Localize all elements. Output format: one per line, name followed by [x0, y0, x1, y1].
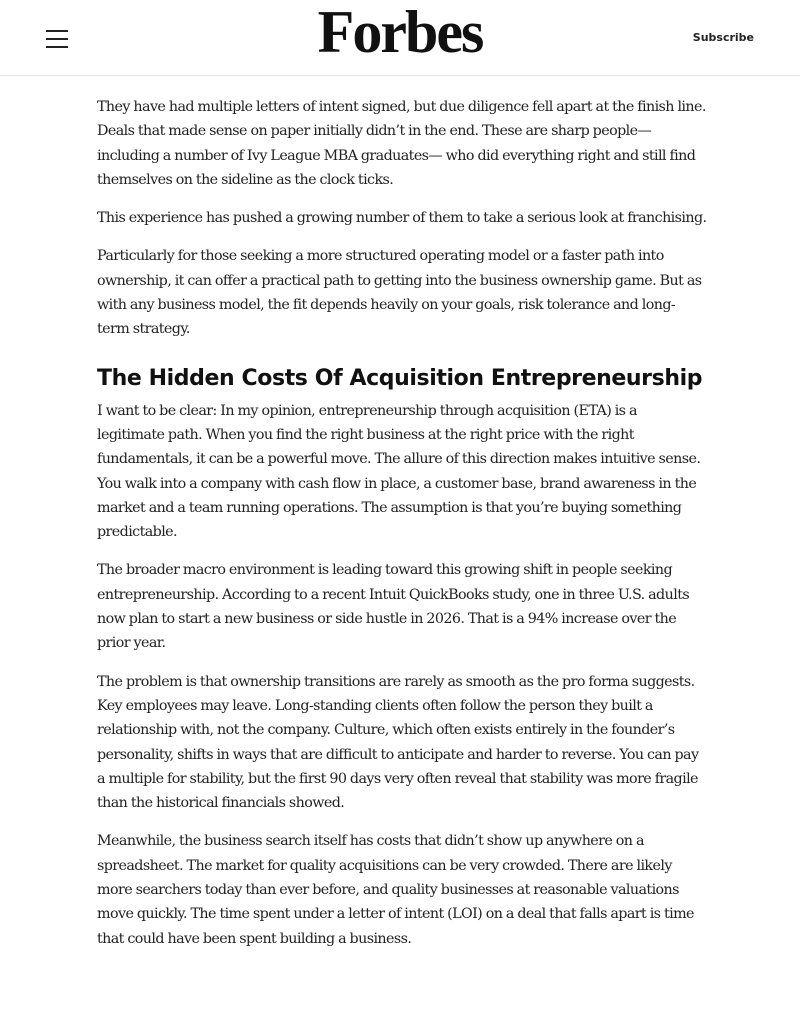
article-paragraph: They have had multiple letters of intent signed, but due diligence fell apart at the finish line. Deals that made sense on paper initially didn’t in the end. These are sharp people— including a number of Ivy League MBA graduates— who did everything right and still find themselves on the sideline as the clock ticks.	[97, 99, 706, 188]
forbes-logo[interactable]: Forbes	[317, 0, 483, 65]
section-heading: The Hidden Costs Of Acquisition Entrepreneurship	[97, 365, 703, 391]
article-paragraph: The problem is that ownership transitions are rarely as smooth as the pro forma suggests. Key employees may leave. Long-standing clients often follow the person they built a relationship with, not the company. Culture, which often exists entirely in the founder’s personality, shifts in ways that are difficult to anticipate and harder to reverse. You can pay a multiple for stability, but the first 90 days very often reveal that stability was more fragile than the historical financials showed.	[97, 673, 699, 812]
article-body	[97, 95, 707, 965]
article-paragraph: The broader macro environment is leading toward this growing shift in people seeking entrepreneurship. According to a recent Intuit QuickBooks study, one in three U.S. adults now plan to start a new business or side hustle in 2026. That is a 94% increase over the prior year.	[97, 562, 690, 652]
article-paragraph: Particularly for those seeking a more structured operating model or a faster path into ownership, it can offer a practical path to getting into the business ownership game. But as with any business model, the fit depends heavily on your goals, risk tolerance and long-term strategy.	[97, 248, 702, 338]
subscribe-link[interactable]: Subscribe	[692, 31, 754, 44]
article-paragraph: I want to be clear: In my opinion, entrepreneurship through acquisition (ETA) is a legitimate path. When you find the right business at the right price with the right fundamentals, it can be a powerful move. The allure of this direction makes intuitive sense. You walk into a company with cash flow in place, a customer base, brand awareness in the market and a team running operations. The assumption is that you’re buying something predictable.	[97, 402, 701, 541]
site-header	[0, 0, 800, 76]
article-paragraph: This experience has pushed a growing number of them to take a serious look at franchising.	[97, 210, 707, 227]
article-paragraph: Meanwhile, the business search itself has costs that didn’t show up anywhere on a spreadsheet. The market for quality acquisitions can be very crowded. There are likely more searchers today than ever before, and quality businesses at reasonable valuations move quickly. The time spent under a letter of intent (LOI) on a deal that falls apart is time that could have been spent building a business.	[97, 833, 694, 947]
